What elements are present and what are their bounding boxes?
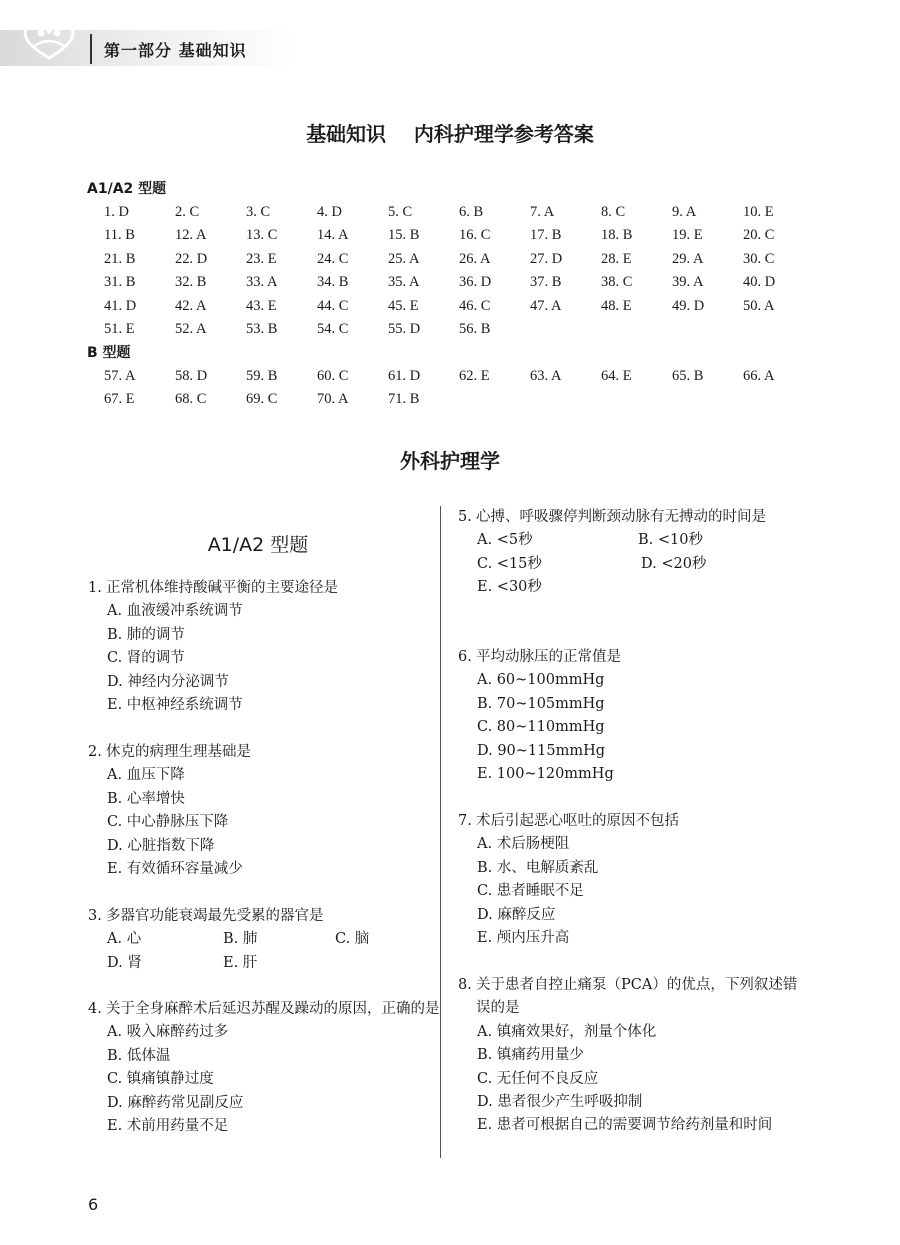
option: B. 低体温 bbox=[107, 1047, 171, 1064]
answer-item: 24. C bbox=[317, 250, 349, 267]
answer-item: 18. B bbox=[601, 227, 633, 244]
question-number: 1. bbox=[88, 580, 102, 596]
option: E. 颅内压升高 bbox=[477, 930, 570, 947]
answer-item: 45. E bbox=[388, 297, 419, 314]
answer-item: 41. D bbox=[104, 297, 137, 314]
answer-item: 4. D bbox=[317, 204, 342, 220]
answer-item: 14. A bbox=[317, 227, 349, 244]
question-number: 7. bbox=[458, 813, 472, 829]
answer-item: 12. A bbox=[175, 227, 207, 244]
option: E. 术前用药量不足 bbox=[107, 1118, 229, 1135]
answer-item: 34. B bbox=[317, 274, 349, 291]
question-1 bbox=[88, 577, 433, 717]
a1a2-answers-label: A1/A2 型题 bbox=[87, 181, 167, 197]
option: A. 吸入麻醉药过多 bbox=[107, 1024, 229, 1041]
option: B. 70~105mmHg bbox=[477, 695, 605, 712]
answer-item: 39. A bbox=[672, 274, 704, 291]
answer-item: 19. E bbox=[672, 227, 703, 244]
question-stem: 休克的病理生理基础是 bbox=[106, 744, 251, 760]
page-number: 6 bbox=[88, 1195, 99, 1214]
answer-item: 28. E bbox=[601, 250, 632, 267]
option: A. 镇痛效果好，剂量个体化 bbox=[477, 1023, 657, 1040]
answer-item: 59. B bbox=[246, 368, 278, 384]
option: B. 水、电解质紊乱 bbox=[477, 859, 599, 876]
answer-item: 30. C bbox=[743, 250, 775, 267]
answer-item: 51. E bbox=[104, 321, 135, 338]
question-number: 4. bbox=[88, 1001, 102, 1017]
option: D. 麻醉药常见副反应 bbox=[107, 1094, 244, 1111]
question-number: 6. bbox=[458, 649, 472, 665]
column-divider bbox=[440, 506, 441, 1158]
option: A. 血液缓冲系统调节 bbox=[107, 603, 243, 620]
question-stem: 关于患者自控止痛泵（PCA）的优点，下列叙述错误的是 bbox=[476, 977, 798, 1017]
answer-item: 43. E bbox=[246, 297, 277, 314]
answer-item: 50. A bbox=[743, 297, 775, 314]
option: E. 中枢神经系统调节 bbox=[107, 697, 243, 714]
b-answers-label: B 型题 bbox=[87, 345, 131, 361]
answer-item: 69. C bbox=[246, 391, 278, 408]
option: D. 90~115mmHg bbox=[477, 742, 606, 759]
option: E. 有效循环容量减少 bbox=[107, 861, 243, 878]
a1a2-answer-grid bbox=[104, 201, 824, 341]
answer-item: 10. E bbox=[743, 204, 774, 220]
answer-item: 40. D bbox=[743, 274, 776, 291]
answer-item: 68. C bbox=[175, 391, 207, 408]
answer-item: 35. A bbox=[388, 274, 420, 291]
option: E. <30秒 bbox=[477, 579, 542, 596]
option: B. 肺 bbox=[223, 931, 258, 948]
question-6 bbox=[458, 646, 803, 786]
answer-item: 62. E bbox=[459, 368, 490, 384]
answer-item: 3. C bbox=[246, 204, 271, 220]
option: A. <5秒 bbox=[477, 532, 533, 549]
section-title-surgical-nursing: 外科护理学 bbox=[400, 449, 500, 473]
question-number: 8. bbox=[458, 977, 472, 993]
heart-figures-logo-icon bbox=[14, 18, 84, 64]
answer-item: 21. B bbox=[104, 250, 136, 267]
question-stem: 多器官功能衰竭最先受累的器官是 bbox=[106, 908, 324, 924]
question-stem: 心搏、呼吸骤停判断颈动脉有无搏动的时间是 bbox=[476, 509, 766, 525]
answer-item: 46. C bbox=[459, 297, 491, 314]
option: E. 肝 bbox=[223, 954, 258, 971]
answer-item: 38. C bbox=[601, 274, 633, 291]
answer-item: 52. A bbox=[175, 321, 207, 338]
answer-item: 53. B bbox=[246, 321, 278, 338]
answer-item: 27. D bbox=[530, 250, 563, 267]
option: B. 肺的调节 bbox=[107, 626, 185, 643]
option: C. 肾的调节 bbox=[107, 650, 185, 667]
answer-item: 57. A bbox=[104, 368, 136, 384]
option: A. 心 bbox=[107, 931, 142, 948]
answer-item: 33. A bbox=[246, 274, 278, 291]
answer-item: 13. C bbox=[246, 227, 278, 244]
option: E. 100~120mmHg bbox=[477, 766, 614, 783]
answer-item: 1. D bbox=[104, 204, 129, 220]
answer-item: 60. C bbox=[317, 368, 349, 384]
answer-item: 42. A bbox=[175, 297, 207, 314]
answer-item: 71. B bbox=[388, 391, 420, 408]
answer-item: 37. B bbox=[530, 274, 562, 291]
answer-item: 63. A bbox=[530, 368, 562, 384]
option: C. 脑 bbox=[335, 931, 370, 948]
answer-item: 48. E bbox=[601, 297, 632, 314]
option: D. <20秒 bbox=[641, 555, 707, 572]
answer-item: 11. B bbox=[104, 227, 135, 244]
answer-item: 15. B bbox=[388, 227, 420, 244]
answer-item: 36. D bbox=[459, 274, 492, 291]
question-2 bbox=[88, 741, 433, 881]
answer-item: 6. B bbox=[459, 204, 484, 220]
answer-item: 55. D bbox=[388, 321, 421, 338]
option: D. 神经内分泌调节 bbox=[107, 673, 229, 690]
question-8 bbox=[458, 974, 803, 1138]
option: A. 血压下降 bbox=[107, 767, 185, 784]
option: E. 患者可根据自己的需要调节给药剂量和时间 bbox=[477, 1117, 773, 1134]
option: B. <10秒 bbox=[638, 532, 703, 549]
question-number: 5. bbox=[458, 509, 472, 525]
answer-item: 61. D bbox=[388, 368, 421, 384]
answer-item: 8. C bbox=[601, 204, 626, 220]
answer-item: 17. B bbox=[530, 227, 562, 244]
answer-item: 16. C bbox=[459, 227, 491, 244]
option: D. 麻醉反应 bbox=[477, 906, 556, 923]
option: C. 无任何不良反应 bbox=[477, 1070, 599, 1087]
b-answer-grid bbox=[104, 365, 824, 412]
answer-item: 58. D bbox=[175, 368, 208, 384]
answer-item: 65. B bbox=[672, 368, 704, 384]
answer-item: 44. C bbox=[317, 297, 349, 314]
answer-item: 64. E bbox=[601, 368, 632, 384]
option: B. 镇痛药用量少 bbox=[477, 1047, 584, 1064]
running-header-title: 第一部分 基础知识 bbox=[104, 41, 247, 60]
answer-item: 56. B bbox=[459, 321, 491, 338]
answer-item: 25. A bbox=[388, 250, 420, 267]
answer-item: 70. A bbox=[317, 391, 349, 408]
question-number: 2. bbox=[88, 744, 102, 760]
question-7 bbox=[458, 810, 803, 950]
option: C. 中心静脉压下降 bbox=[107, 814, 229, 831]
answer-item: 2. C bbox=[175, 204, 200, 220]
answer-item: 7. A bbox=[530, 204, 555, 220]
option: B. 心率增快 bbox=[107, 790, 185, 807]
answer-item: 5. C bbox=[388, 204, 413, 220]
option: C. 80~110mmHg bbox=[477, 719, 605, 736]
answer-item: 23. E bbox=[246, 250, 277, 267]
option: D. 心脏指数下降 bbox=[107, 837, 215, 854]
option: D. 肾 bbox=[107, 954, 142, 971]
option: D. 患者很少产生呼吸抑制 bbox=[477, 1094, 643, 1111]
answer-item: 31. B bbox=[104, 274, 136, 291]
question-4 bbox=[88, 998, 440, 1138]
page-title: 基础知识 内科护理学参考答案 bbox=[306, 122, 594, 146]
header-separator bbox=[90, 34, 92, 64]
left-column-title: A1/A2 型题 bbox=[207, 534, 309, 556]
option: C. <15秒 bbox=[477, 555, 542, 572]
question-stem: 关于全身麻醉术后延迟苏醒及躁动的原因，正确的是 bbox=[106, 1001, 440, 1017]
answer-item: 49. D bbox=[672, 297, 705, 314]
question-stem: 术后引起恶心呕吐的原因不包括 bbox=[476, 813, 679, 829]
question-5 bbox=[458, 506, 803, 600]
option: A. 60~100mmHg bbox=[477, 672, 605, 689]
answer-item: 32. B bbox=[175, 274, 207, 291]
question-number: 3. bbox=[88, 908, 102, 924]
option: A. 术后肠梗阻 bbox=[477, 836, 570, 853]
answer-item: 29. A bbox=[672, 250, 704, 267]
answer-item: 26. A bbox=[459, 250, 491, 267]
answer-item: 9. A bbox=[672, 204, 697, 220]
answer-item: 67. E bbox=[104, 391, 135, 408]
answer-item: 47. A bbox=[530, 297, 562, 314]
answer-item: 22. D bbox=[175, 250, 208, 267]
question-3 bbox=[88, 905, 433, 975]
option: C. 镇痛镇静过度 bbox=[107, 1071, 214, 1088]
answer-item: 66. A bbox=[743, 368, 775, 384]
question-stem: 正常机体维持酸碱平衡的主要途径是 bbox=[106, 580, 338, 596]
answer-item: 54. C bbox=[317, 321, 349, 338]
answer-item: 20. C bbox=[743, 227, 775, 244]
option: C. 患者睡眠不足 bbox=[477, 883, 584, 900]
question-stem: 平均动脉压的正常值是 bbox=[476, 649, 621, 665]
